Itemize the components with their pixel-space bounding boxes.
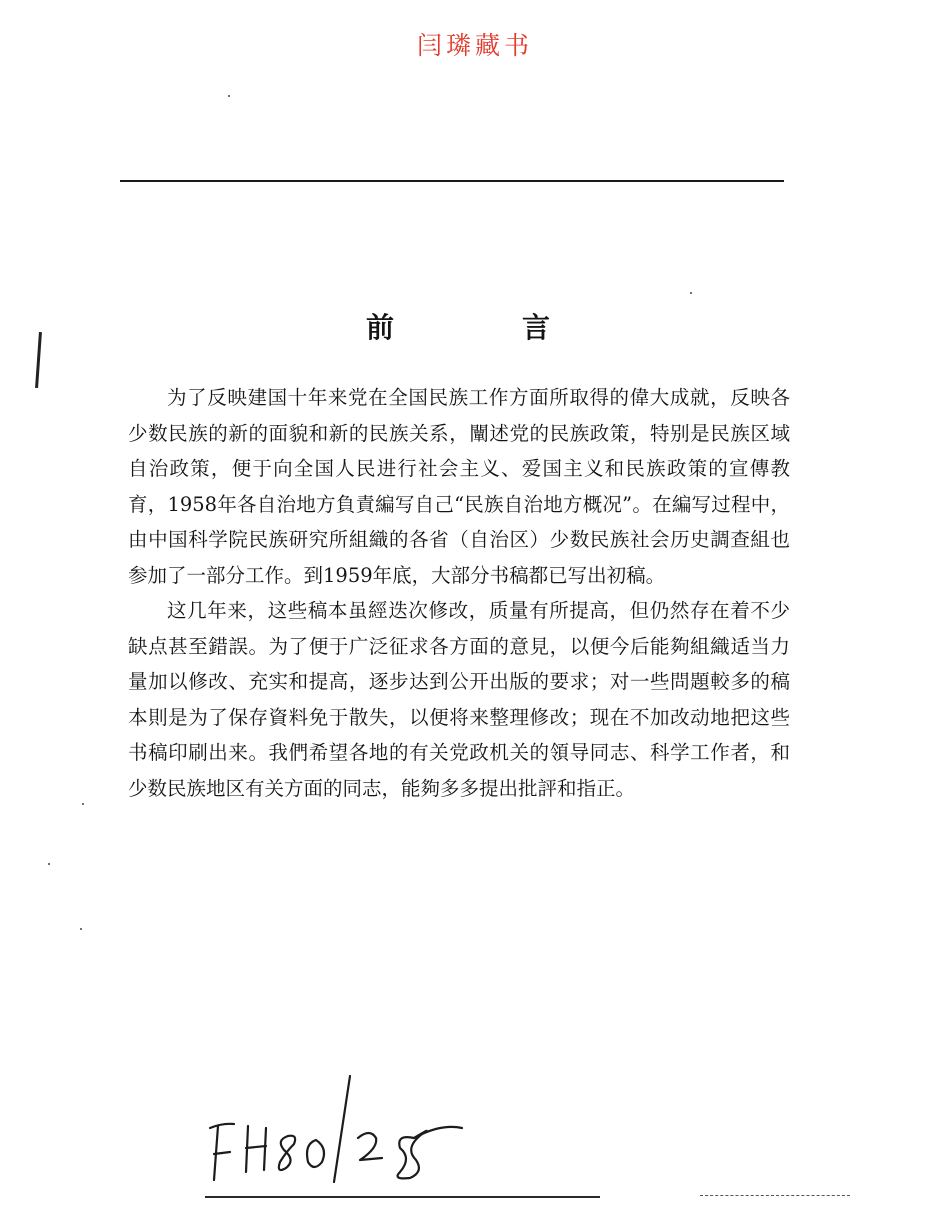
bottom-rule [205,1196,600,1198]
scan-speck [82,803,84,805]
scan-speck [48,863,50,865]
page-title: 前言 [366,311,679,344]
paragraph-2: 这几年来，这些稿本虽經迭次修改，质量有所提高，但仍然存在着不少缺点甚至錯誤。为了便于广泛征求各方面的意見，以便今后能夠組織适当力量加以修改、充实和提高，逐步达到公开出版的要求；对一些問題較多的稿本則是为了保存資料免于散失，以便将来整理修改；现在不加改动地把这些书稿印刷出来。我們希望各地的有关党政机关的領导同志、科学工作者，和少数民族地区有关方面的同志，能夠多多提出批評和指正。 [128,599,790,800]
collection-stamp: 闫璘藏书 [416,31,533,60]
top-rule [120,180,784,182]
bottom-dashed-rule [700,1195,850,1196]
scan-speck [690,292,692,294]
handwritten-catalog-number [200,1068,470,1188]
margin-mark [35,332,42,388]
preface-body [128,380,790,806]
scan-speck [80,928,82,930]
scan-speck [228,95,230,97]
paragraph-1: 为了反映建国十年来党在全国民族工作方面所取得的偉大成就，反映各少数民族的新的面貌和新的民族关系，闡述党的民族政策，特别是民族区域自治政策，便于向全国人民进行社会主义、爱国主义和民族政策的宣傳教育，1958年各自治地方負責編写自己“民族自治地方概况”。在編写过程中，由中国科学院民族研究所組織的各省（自治区）少数民族社会历史調查組也参加了一部分工作。到1959年底，大部分书稿都已写出初稿。 [128,386,790,587]
